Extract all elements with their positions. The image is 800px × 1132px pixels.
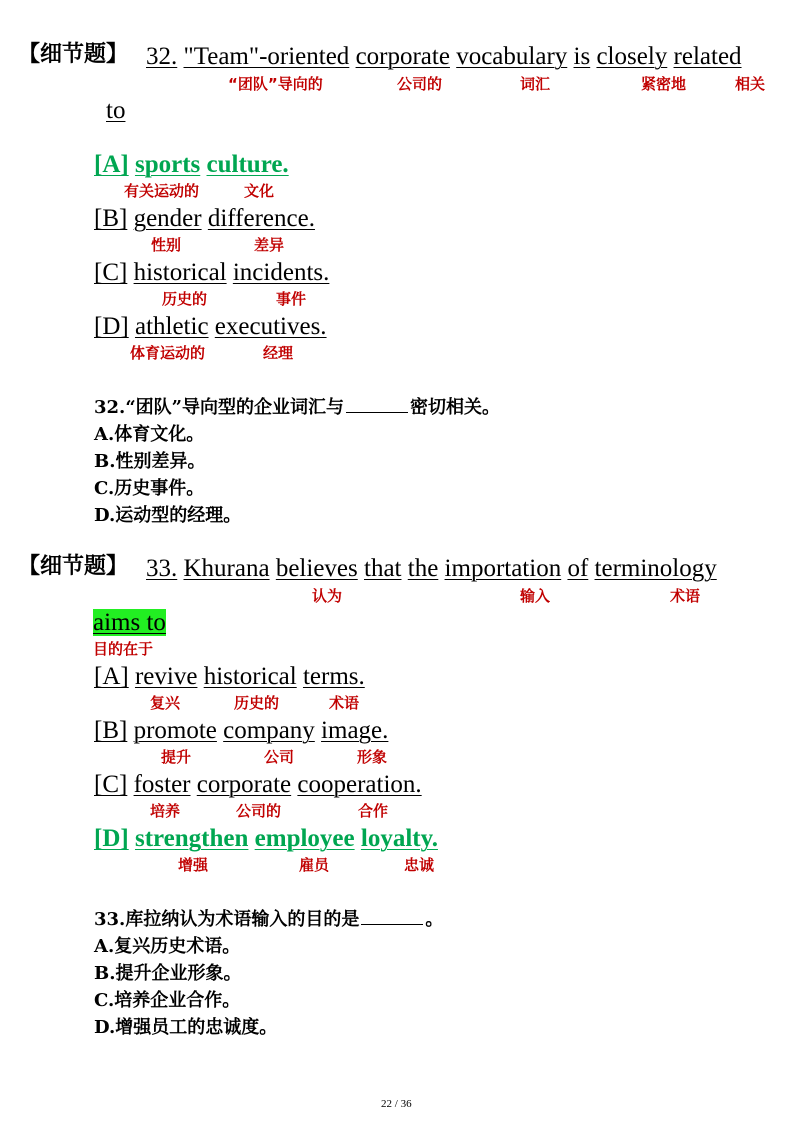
q32-option-a-label: [A] [94, 151, 129, 178]
q33-option-a-word-3: terms. [302, 663, 365, 690]
q33-option-c [94, 772, 422, 797]
q33-option-b-ann-2: 公司 [264, 748, 295, 766]
q32-option-d-word-2: executives. [214, 313, 327, 340]
q32-ann-closely: 紧密地 [641, 75, 687, 93]
page-current: 22 [381, 1098, 392, 1110]
q32-option-c-label: [C] [94, 259, 128, 286]
q33-option-d-ann-2: 雇员 [299, 856, 330, 874]
q33-stem-line2 [93, 610, 166, 635]
q33-type-tag: 【细节题】 [18, 554, 129, 579]
q33-option-a-word-2: historical [203, 663, 297, 690]
q32-option-a-ann-2: 文化 [244, 182, 275, 200]
q33-ann-importation: 输入 [520, 587, 551, 605]
q32-option-d [94, 314, 327, 339]
q33-option-a-word-1: revive [134, 663, 198, 690]
q32-word-related: related [673, 43, 742, 70]
q33-option-b-word-3: image. [321, 717, 389, 744]
q32-option-b [94, 206, 315, 231]
q32-ann-vocabulary: 词汇 [520, 75, 551, 93]
q32-cn-option-a: A.体育文化。 [94, 424, 205, 445]
q32-option-b-label: [B] [94, 205, 128, 232]
q32-cn-option-c: C.历史事件。 [94, 478, 205, 499]
q33-option-d-ann-3: 忠诚 [404, 856, 435, 874]
q33-option-a-ann-1: 复兴 [150, 694, 181, 712]
q32-word-is: is [573, 43, 591, 70]
q33-word-the: the [407, 555, 439, 582]
q32-cn-stem [94, 399, 500, 417]
page-total: 36 [400, 1098, 412, 1110]
q32-word-team-oriented: "Team"-oriented [183, 43, 350, 70]
q33-option-b [94, 718, 388, 743]
q33-option-d-ann-1: 增强 [178, 856, 209, 874]
q32-option-d-ann-2: 经理 [263, 344, 294, 362]
q32-cn-blank [346, 411, 408, 413]
q33-option-b-ann-1: 提升 [161, 748, 192, 766]
q33-cn-option-b: B.提升企业形象。 [94, 963, 242, 984]
q32-cn-option-b: B.性别差异。 [94, 451, 206, 472]
q33-word-aims-to: aims to [93, 609, 166, 636]
q33-ann-aims-to: 目的在于 [93, 640, 154, 658]
q33-option-d-word-3: loyalty. [360, 825, 438, 852]
q32-option-a-ann-1: 有关运动的 [124, 182, 200, 200]
q33-option-c-label: [C] [94, 771, 128, 798]
q33-stem-line1 [146, 556, 717, 581]
q33-option-c-ann-2: 公司的 [236, 802, 282, 820]
q32-option-c-ann-1: 历史的 [162, 290, 208, 308]
q33-option-d-word-2: employee [254, 825, 355, 852]
q32-option-b-word-2: difference. [207, 205, 315, 232]
q32-option-c [94, 260, 329, 285]
q32-number: 32. [146, 43, 178, 70]
q32-ann-team-oriented: “团队”导向的 [228, 75, 323, 93]
q32-option-d-word-1: athletic [134, 313, 209, 340]
q32-option-c-word-2: incidents. [232, 259, 330, 286]
q32-option-b-word-1: gender [133, 205, 202, 232]
q33-cn-option-c: C.培养企业合作。 [94, 990, 241, 1011]
q33-word-terminology: terminology [594, 555, 717, 582]
q33-option-d [94, 826, 438, 851]
q33-word-believes: believes [275, 555, 358, 582]
q32-cn-stem-part-2: 密切相关。 [410, 397, 501, 418]
q32-ann-corporate: 公司的 [397, 75, 443, 93]
q33-cn-stem-part-1: 33.库拉纳认为术语输入的目的是 [94, 909, 360, 930]
q33-option-b-label: [B] [94, 717, 128, 744]
q33-word-importation: importation [444, 555, 562, 582]
q32-option-d-label: [D] [94, 313, 129, 340]
q33-option-c-ann-1: 培养 [150, 802, 181, 820]
q33-cn-option-d: D.增强员工的忠诚度。 [94, 1017, 278, 1038]
q33-cn-option-a: A.复兴历史术语。 [94, 936, 241, 957]
q32-type-tag: 【细节题】 [18, 42, 129, 67]
q33-cn-stem-part-2: 。 [425, 909, 444, 930]
q32-option-d-ann-1: 体育运动的 [130, 344, 206, 362]
q32-word-corporate: corporate [355, 43, 450, 70]
q33-option-c-word-1: foster [133, 771, 191, 798]
q33-word-that: that [364, 555, 402, 582]
q33-option-b-word-1: promote [133, 717, 217, 744]
q33-option-c-ann-3: 合作 [358, 802, 389, 820]
q33-option-a-label: [A] [94, 663, 129, 690]
q32-word-to: to [106, 97, 126, 124]
q32-option-a [94, 152, 289, 177]
page-number [381, 1098, 412, 1110]
q33-cn-stem [94, 911, 443, 929]
q33-option-a-ann-2: 历史的 [234, 694, 280, 712]
q33-option-b-ann-3: 形象 [357, 748, 388, 766]
q33-cn-blank [361, 923, 423, 925]
q32-option-b-ann-2: 差异 [254, 236, 285, 254]
q32-cn-option-d: D.运动型的经理。 [94, 505, 242, 526]
q32-option-c-ann-2: 事件 [276, 290, 307, 308]
page-separator: / [394, 1098, 398, 1110]
q33-ann-believes: 认为 [312, 587, 343, 605]
q33-word-of: of [567, 555, 589, 582]
q33-option-a [94, 664, 365, 689]
q32-cn-stem-part-1: 32.“团队”导向型的企业词汇与 [94, 397, 345, 418]
q32-ann-related: 相关 [735, 75, 766, 93]
q32-option-c-word-1: historical [133, 259, 227, 286]
q33-option-d-word-1: strengthen [134, 825, 249, 852]
q33-option-d-label: [D] [94, 825, 129, 852]
q33-option-b-word-2: company [223, 717, 315, 744]
q32-option-a-word-2: culture. [206, 151, 289, 178]
q33-option-c-word-2: corporate [196, 771, 292, 798]
q32-word-closely: closely [596, 43, 668, 70]
q33-ann-terminology: 术语 [670, 587, 701, 605]
q33-number: 33. [146, 555, 178, 582]
q32-option-a-word-1: sports [134, 151, 201, 178]
q33-option-c-word-3: cooperation. [297, 771, 422, 798]
q33-word-khurana: Khurana [183, 555, 270, 582]
q32-word-vocabulary: vocabulary [456, 43, 568, 70]
q32-stem-line1 [146, 44, 742, 69]
q32-stem-line2 [106, 98, 125, 123]
q33-option-a-ann-3: 术语 [329, 694, 360, 712]
q32-option-b-ann-1: 性别 [151, 236, 182, 254]
